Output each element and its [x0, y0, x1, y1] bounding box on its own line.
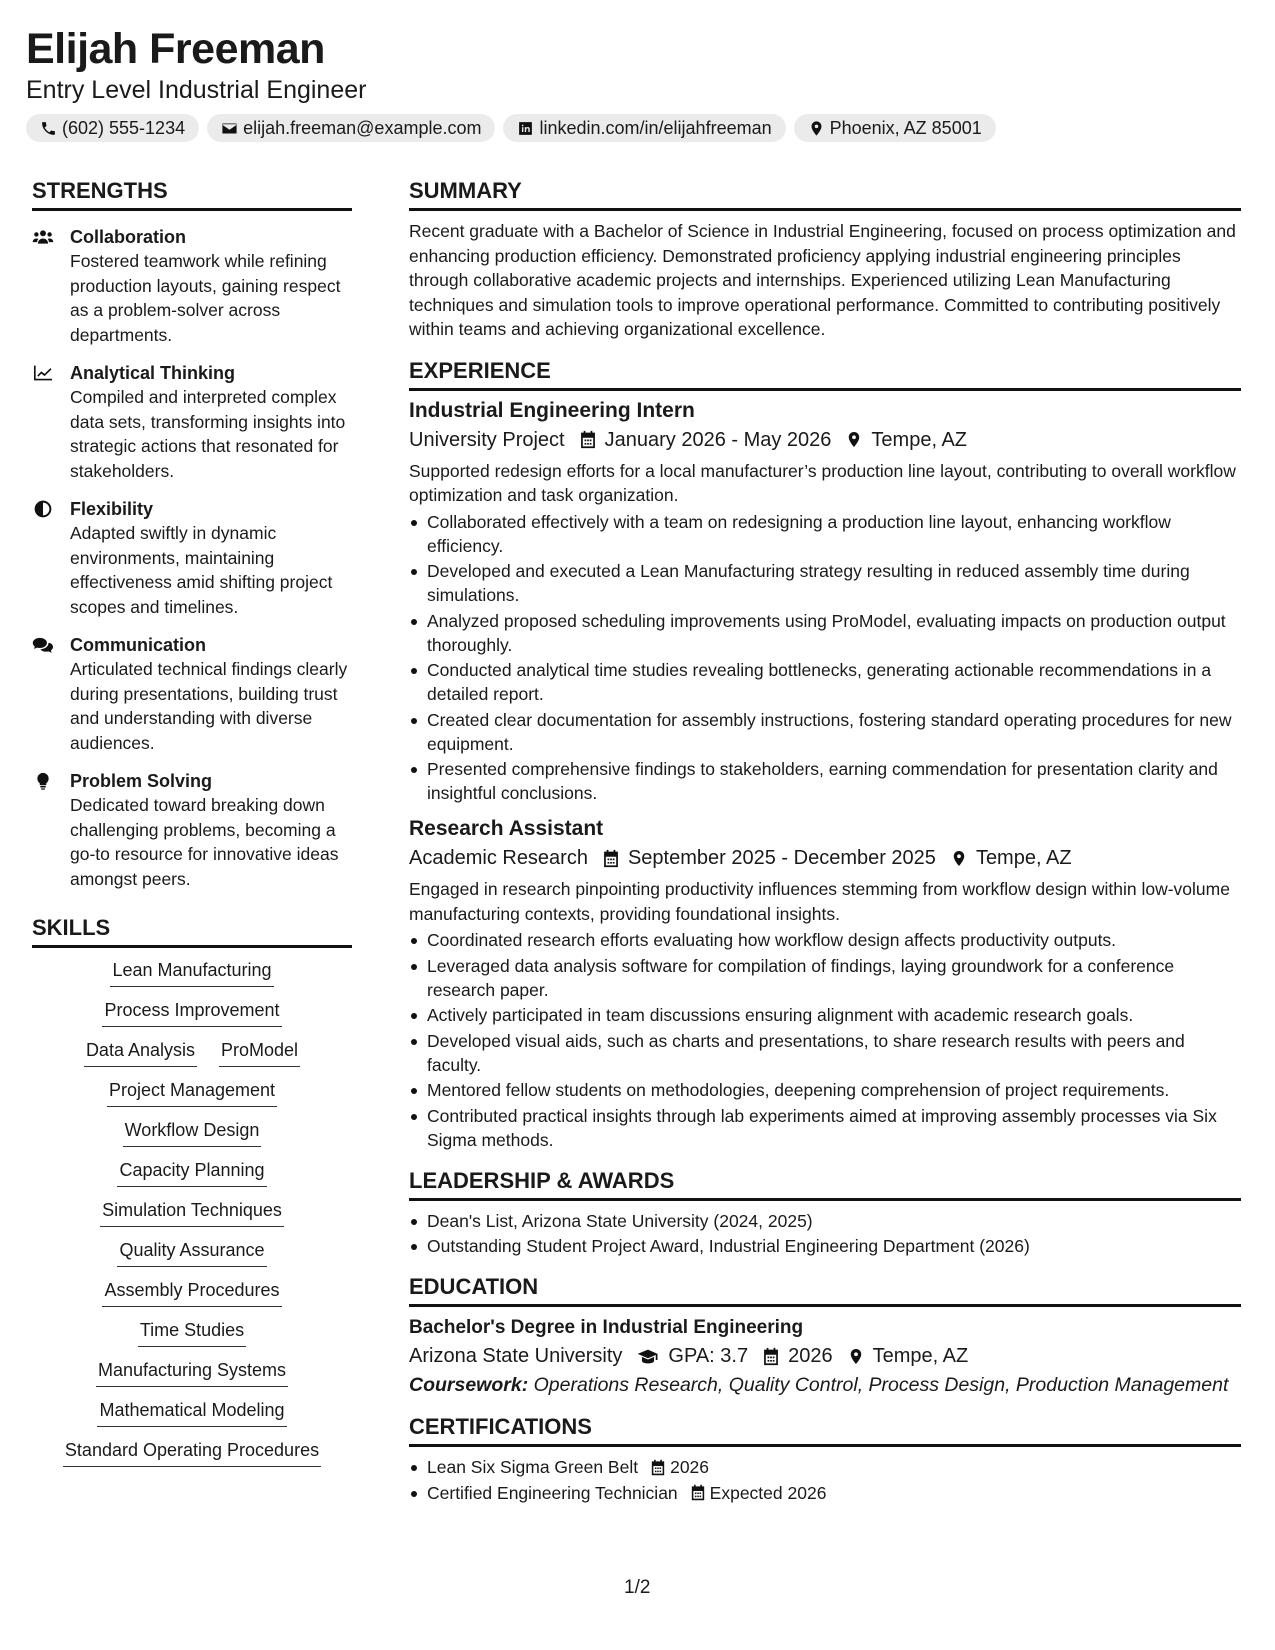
- users-icon: [32, 228, 54, 246]
- strength-desc: Compiled and interpreted complex data sets, transforming insights into strategic actions that resonated for stakeholders.: [70, 387, 346, 481]
- map-pin-icon: [950, 849, 968, 868]
- leadership-section: [409, 1166, 1241, 1259]
- skill-tag: Quality Assurance: [117, 1238, 266, 1267]
- skills-heading: SKILLS: [32, 913, 352, 948]
- map-pin-icon: [808, 120, 825, 137]
- list-item: [409, 1455, 1241, 1479]
- contact-bar: [26, 114, 1256, 142]
- half-circle-icon: [32, 500, 54, 518]
- experience-heading: EXPERIENCE: [409, 356, 1241, 391]
- job-location: Tempe, AZ: [871, 428, 968, 451]
- comments-icon: [32, 636, 54, 654]
- contact-location: [794, 114, 996, 142]
- job-description: Engaged in research pinpointing productivity influences stemming from workflow design within low-volume manufacturing contexts, providing foundational insights.: [409, 879, 1230, 924]
- skill-tag: Simulation Techniques: [100, 1198, 284, 1227]
- coursework-list: Operations Research, Quality Control, Process Design, Production Management: [533, 1374, 1229, 1396]
- cert-name: Lean Six Sigma Green Belt: [427, 1457, 639, 1477]
- cert-date: 2026: [670, 1457, 710, 1477]
- summary-heading: SUMMARY: [409, 176, 1241, 211]
- job-dates: January 2026 - May 2026: [604, 428, 832, 451]
- skill-tag: Assembly Procedures: [102, 1278, 281, 1307]
- list-item: Dean's List, Arizona State University (2024, 2025): [409, 1209, 1241, 1233]
- list-item: Mentored fellow students on methodologies, deepening comprehension of project requirements.: [409, 1078, 1241, 1102]
- calendar-icon: [579, 430, 597, 449]
- leadership-list: [409, 1209, 1241, 1259]
- leadership-heading: LEADERSHIP & AWARDS: [409, 1166, 1241, 1201]
- list-item: Outstanding Student Project Award, Industrial Engineering Department (2026): [409, 1234, 1241, 1258]
- map-pin-icon: [847, 1347, 865, 1366]
- calendar-icon: [762, 1347, 780, 1366]
- degree-title: Bachelor's Degree in Industrial Engineering: [409, 1317, 804, 1338]
- strength-title: Communication: [70, 635, 207, 655]
- graduation-cap-icon: [636, 1347, 660, 1366]
- school-location: Tempe, AZ: [872, 1345, 969, 1367]
- skill-tag: Time Studies: [138, 1318, 246, 1347]
- job-org: University Project: [409, 428, 565, 451]
- lightbulb-icon: [32, 772, 54, 790]
- calendar-icon: [690, 1484, 706, 1501]
- list-item: Contributed practical insights through lab experiments aimed at improving assembly processes via Six Sigma methods.: [409, 1104, 1241, 1152]
- phone-icon: [40, 120, 57, 137]
- resume-header: [26, 24, 1256, 142]
- strength-title: Analytical Thinking: [70, 363, 236, 383]
- strength-desc: Fostered teamwork while refining production layouts, gaining respect as a problem-solver across departments.: [70, 251, 341, 345]
- job-position: Industrial Engineering Intern: [409, 398, 695, 422]
- list-item: Developed visual aids, such as charts and presentations, to share research results with peers and faculty.: [409, 1029, 1241, 1077]
- job-dates: September 2025 - December 2025: [627, 847, 936, 869]
- list-item: Collaborated effectively with a team on redesigning a production line layout, enhancing workflow efficiency.: [409, 510, 1241, 558]
- certifications-section: [409, 1412, 1241, 1505]
- linkedin-text[interactable]: linkedin.com/in/elijahfreeman: [539, 117, 772, 138]
- strength-title: Problem Solving: [70, 771, 213, 791]
- list-item: Presented comprehensive findings to stakeholders, earning commendation for presentation clarity and insightful conclusions.: [409, 757, 1241, 805]
- chart-line-icon: [32, 364, 54, 382]
- skill-tag: Lean Manufacturing: [110, 958, 273, 987]
- list-item: Created clear documentation for assembly instructions, fostering standard operating procedures for new equipment.: [409, 708, 1241, 756]
- cert-name: Certified Engineering Technician: [427, 1482, 678, 1503]
- skill-tag: Manufacturing Systems: [96, 1358, 288, 1387]
- job-location: Tempe, AZ: [975, 847, 1072, 869]
- skill-tag: Project Management: [107, 1078, 277, 1107]
- list-item: Conducted analytical time studies revealing bottlenecks, generating actionable recommendations in a detailed report.: [409, 658, 1241, 706]
- job-position: Research Assistant: [409, 817, 604, 840]
- skill-tag: Capacity Planning: [117, 1158, 266, 1187]
- calendar-icon: [650, 1459, 666, 1476]
- summary-text: Recent graduate with a Bachelor of Science in Industrial Engineering, focused on process optimization and enhancing production efficiency. Demonstrated proficiency applying industrial engineering principles through collaborative academic projects and internships. Experienced utilizing Lean Manufacturing techniques and simulation tools to improve operational performance. Committed to contributing positively within teams and achieving organizational excellence.: [409, 221, 1236, 339]
- skill-tag: ProModel: [219, 1038, 300, 1067]
- gpa-text: GPA: 3.7: [668, 1345, 749, 1367]
- left-column: [32, 176, 352, 1467]
- page-number: 1/2: [624, 1577, 651, 1598]
- phone-text: (602) 555-1234: [62, 117, 186, 138]
- job-meta: [409, 843, 1241, 873]
- strength-item: [32, 497, 352, 619]
- candidate-name: Elijah Freeman: [26, 25, 325, 73]
- email-text[interactable]: elijah.freeman@example.com: [243, 117, 482, 138]
- skill-tag: Standard Operating Procedures: [63, 1438, 321, 1467]
- experience-section: [409, 356, 1241, 1152]
- skills-list: [32, 958, 352, 1467]
- strength-title: Collaboration: [70, 227, 186, 247]
- skill-tag: Workflow Design: [123, 1118, 262, 1147]
- graduation-year: 2026: [788, 1345, 833, 1367]
- certifications-heading: CERTIFICATIONS: [409, 1412, 1241, 1447]
- list-item: Analyzed proposed scheduling improvements using ProModel, evaluating impacts on production output thoroughly.: [409, 609, 1241, 657]
- contact-email[interactable]: [207, 114, 495, 142]
- job-org: Academic Research: [409, 847, 588, 869]
- skill-tag: Mathematical Modeling: [97, 1398, 286, 1427]
- education-section: [409, 1272, 1241, 1398]
- map-pin-icon: [845, 430, 863, 449]
- strength-desc: Adapted swiftly in dynamic environments, maintaining effectiveness amid shifting project scopes and timelines.: [70, 523, 333, 617]
- job-title: Entry Level Industrial Engineer: [26, 76, 367, 104]
- skill-tag: Data Analysis: [84, 1038, 197, 1067]
- coursework-label: Coursework:: [409, 1374, 529, 1396]
- job-bullets: [409, 928, 1241, 1152]
- job-meta: [409, 425, 1241, 455]
- job-bullets: [409, 510, 1241, 806]
- right-column: [409, 176, 1241, 1506]
- list-item: [409, 1481, 1241, 1505]
- education-heading: EDUCATION: [409, 1272, 1241, 1307]
- list-item: Actively participated in team discussions ensuring alignment with academic research goals.: [409, 1003, 1241, 1027]
- list-item: Coordinated research efforts evaluating how workflow design affects productivity outputs.: [409, 928, 1241, 952]
- strength-item: [32, 361, 352, 483]
- location-text: Phoenix, AZ 85001: [829, 117, 982, 138]
- strength-item: [32, 633, 352, 755]
- coursework: [409, 1373, 1241, 1398]
- skill-tag: Process Improvement: [102, 998, 281, 1027]
- strengths-heading: STRENGTHS: [32, 176, 352, 211]
- linkedin-icon: [517, 120, 534, 137]
- envelope-icon: [221, 120, 238, 137]
- contact-phone: [26, 114, 199, 142]
- list-item: Developed and executed a Lean Manufacturing strategy resulting in reduced assembly time during simulations.: [409, 559, 1241, 607]
- contact-linkedin[interactable]: [503, 114, 785, 142]
- calendar-icon: [602, 849, 620, 868]
- strength-desc: Dedicated toward breaking down challenging problems, becoming a go-to resource for innovative ideas amongst peers.: [70, 795, 339, 889]
- strength-title: Flexibility: [70, 499, 154, 519]
- strength-item: [32, 225, 352, 347]
- education-meta: [409, 1341, 1241, 1371]
- strength-desc: Articulated technical findings clearly during presentations, building trust and understanding with diverse audiences.: [70, 659, 348, 753]
- job-description: Supported redesign efforts for a local manufacturer’s production line layout, contributing to overall workflow optimization and task organization.: [409, 460, 1236, 505]
- school-name: Arizona State University: [409, 1345, 623, 1367]
- certifications-list: [409, 1455, 1241, 1505]
- list-item: Leveraged data analysis software for compilation of findings, laying groundwork for a conference research paper.: [409, 954, 1241, 1002]
- cert-date: Expected 2026: [709, 1482, 827, 1503]
- strength-item: [32, 769, 352, 891]
